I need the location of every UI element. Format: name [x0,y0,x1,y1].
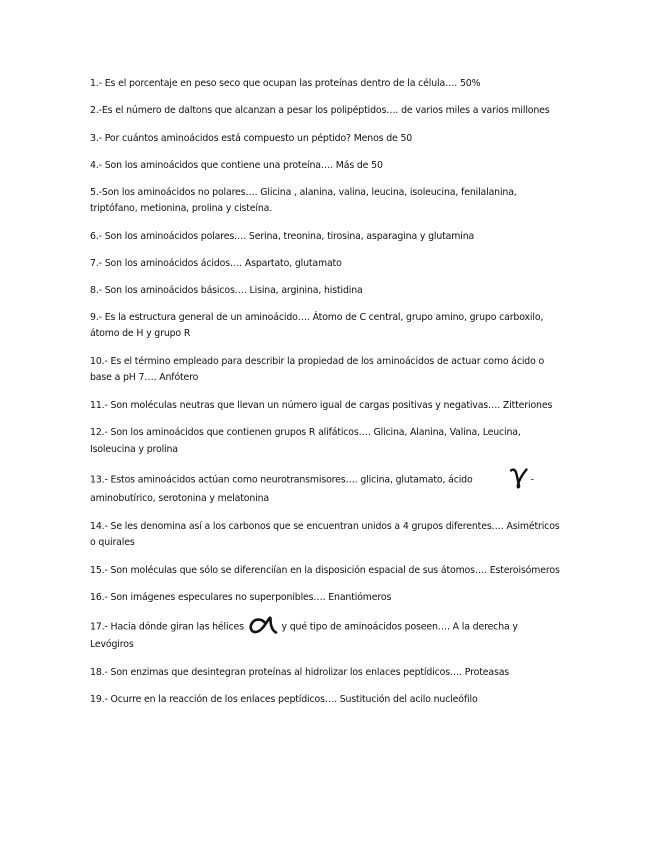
item-number: 6.- [90,230,102,242]
list-item [90,692,560,709]
item-text-after: -aminobutírico, serotonina y melatonina [90,474,534,504]
list-item [90,398,560,415]
item-text: Son los aminoácidos que contiene una proteína…. Más de 50 [104,159,383,171]
list-item [90,563,560,580]
item-text: Son moléculas neutras que llevan un número igual de cargas positivas y negativas…. Zitteriones [110,399,553,411]
item-text: Son los aminoácidos no polares…. Glicina , alanina, valina, leucina, isoleucina, fenilalanina, triptófano, metionina, prolina y cisteína. [90,186,517,214]
list-item [90,103,560,120]
item-text: Son enzimas que desintegran proteínas al hidrolizar los enlaces peptídicos…. Proteasas [110,666,510,678]
item-number: 4.- [90,159,102,171]
list-item [90,469,560,508]
item-text: Es la estructura general de un aminoácido…. Átomo de C central, grupo amino, grupo carboxilo, átomo de H y grupo R [90,311,544,339]
item-number: 15.- [90,564,108,576]
list-item [90,665,560,682]
list-item [90,354,560,387]
item-text: Es el término empleado para describir la propiedad de los aminoácidos de actuar como ácido o base a pH 7…. Anfótero [90,355,545,383]
list-item [90,229,560,246]
item-number: 12.- [90,427,108,438]
item-number: 9.- [90,311,102,323]
item-number: 10.- [90,355,108,367]
item-number: 11.- [90,399,108,411]
item-text: Son moléculas que sólo se diferenciían en la disposición espacial de sus átomos…. Esteroisómeros [110,564,560,576]
item-number: 16.- [90,592,108,603]
item-text: Son los aminoácidos polares…. Serina, treonina, tirosina, asparagina y glutamina [104,230,475,242]
item-text: Es el número de daltons que alcanzan a pesar los polipéptidos…. de varios miles a varios millones [101,105,550,116]
item-number: 19.- [90,693,108,705]
item-text: Ocurre en la reacción de los enlaces peptídicos…. Sustitución del acilo nucleófilo [110,693,478,705]
item-text: Son los aminoácidos básicos…. Lisina, arginina, histidina [104,284,363,296]
item-number: 5.- [90,186,102,198]
item-text: Por cuántos aminoácidos está compuesto un péptido? Menos de 50 [104,132,413,144]
list-item [90,131,560,148]
item-text: Es el porcentaje en peso seco que ocupan las proteínas dentro de la célula…. 50% [104,78,481,89]
item-text: Se les denomina así a los carbonos que se encuentran unidos a 4 grupos diferentes…. Asimétricos o quirales [90,520,560,548]
alpha-symbol-icon [248,615,278,635]
question-answer-list [90,76,560,719]
gamma-symbol-icon [509,467,529,489]
list-item [90,310,560,343]
item-number: 7.- [90,257,102,269]
item-text: Son imágenes especulares no superponibles…. Enantiómeros [110,592,392,603]
list-item [90,425,560,458]
item-number: 17.- [90,621,108,633]
item-text: Son los aminoácidos que contienen grupos R alifáticos…. Glicina, Alanina, Valina, Leucina, Isoleucina y prolina [90,427,521,455]
list-item [90,283,560,300]
item-number: 3.- [90,132,102,144]
item-number: 14.- [90,520,108,532]
item-number: 2.- [90,105,102,116]
list-item [90,617,560,654]
item-text-before: Estos aminoácidos actúan como neurotransmisores…. glicina, glutamato, ácido [110,474,473,486]
list-item [90,185,560,218]
item-text-after: y qué tipo de aminoácidos poseen…. A la derecha y Levógiros [90,621,518,650]
list-item [90,256,560,273]
list-item [90,158,560,175]
item-number: 13.- [90,474,108,486]
item-number: 8.- [90,284,102,296]
item-number: 18.- [90,666,108,678]
item-text: Son los aminoácidos ácidos…. Aspartato, glutamato [104,257,342,269]
list-item [90,519,560,552]
item-number: 1.- [90,78,102,89]
list-item [90,76,560,93]
list-item [90,590,560,607]
item-text-before: Hacia dónde giran las hélices [110,621,244,633]
